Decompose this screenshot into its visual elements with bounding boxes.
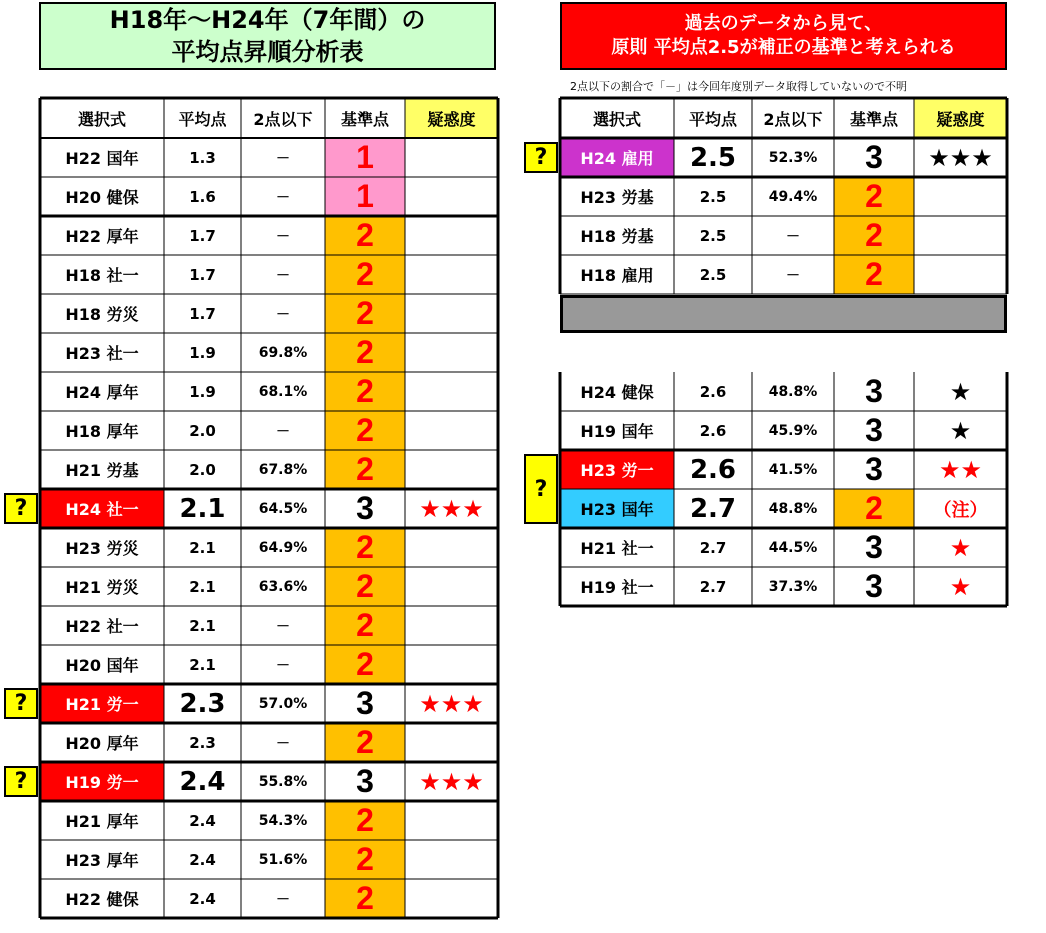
left-row-avg: 2.1	[189, 577, 216, 596]
left-row-rating	[405, 372, 498, 411]
left-row-pct: －	[276, 150, 290, 167]
right-row-base: 3	[834, 138, 914, 177]
left-row-base: 2	[325, 801, 405, 840]
left-row-rating: ★★★	[419, 494, 484, 523]
left-row-base: 2	[325, 645, 405, 684]
left-row-avg: 1.3	[189, 148, 216, 167]
right-row-rating	[914, 216, 1007, 255]
left-row-base: 2	[325, 411, 405, 450]
left-row-avg: 2.4	[189, 811, 216, 830]
left-question-mark: ?	[4, 688, 38, 719]
right-row-avg: 2.7	[699, 577, 727, 596]
right-row-rating: （注）	[933, 499, 988, 521]
left-row-base: 2	[325, 255, 405, 294]
left-row-name: H22 社一	[65, 617, 139, 636]
right-row-base: 2	[834, 177, 914, 216]
right-header-1: 平均点	[688, 109, 737, 129]
left-row-name: H20 厚年	[65, 734, 139, 753]
left-row-pct: 63.6%	[258, 578, 308, 595]
left-row-rating	[405, 606, 498, 645]
left-row-base: 2	[325, 450, 405, 489]
right-row-rating: ★★★	[928, 143, 993, 172]
left-row-base: 1	[325, 177, 405, 216]
left-row-base: 2	[325, 879, 405, 918]
left-row-rating	[405, 294, 498, 333]
left-header-0: 選択式	[77, 109, 126, 129]
right-row-name: H23 労一	[560, 450, 674, 489]
right-row-avg: 2.7	[699, 538, 727, 557]
left-row-name: H23 厚年	[65, 851, 139, 870]
right-title-line2: 原則 平均点2.5が補正の基準と考えられる	[611, 37, 956, 58]
right-header-2: 2点以下	[763, 109, 823, 129]
right-row-name: H19 社一	[580, 578, 654, 597]
right-row-avg: 2.5	[699, 226, 727, 245]
right-row-name: H23 労基	[580, 188, 654, 207]
left-row-name: H24 厚年	[65, 383, 139, 402]
left-row-base: 2	[325, 567, 405, 606]
left-row-pct: 57.0%	[258, 695, 308, 712]
right-row-name: H18 労基	[580, 227, 654, 246]
right-row-avg: 2.5	[699, 187, 727, 206]
left-row-avg: 2.4	[189, 889, 216, 908]
left-row-base: 3	[325, 762, 405, 801]
left-row-name: H22 厚年	[65, 227, 139, 246]
left-row-rating: ★★★	[419, 767, 484, 796]
right-title	[560, 2, 1007, 70]
left-row-name: H19 労一	[40, 762, 164, 801]
left-row-rating	[405, 879, 498, 918]
left-row-rating	[405, 411, 498, 450]
left-row-pct: －	[276, 267, 290, 284]
right-row-rating: ★★	[938, 455, 983, 484]
left-row-name: H20 健保	[65, 188, 139, 207]
separator-bar	[560, 295, 1007, 333]
left-row-base: 2	[325, 372, 405, 411]
right-header-3: 基準点	[849, 109, 898, 129]
right-row-avg: 2.6	[689, 454, 737, 485]
left-question-mark: ?	[4, 493, 38, 524]
right-row-avg: 2.6	[699, 421, 727, 440]
right-row-base: 3	[834, 372, 914, 411]
right-header-4: 疑惑度	[914, 98, 1007, 138]
left-row-pct: 64.9%	[258, 539, 308, 556]
left-row-base: 2	[325, 294, 405, 333]
right-question-mark: ?	[524, 454, 558, 524]
left-row-name: H23 社一	[65, 344, 139, 363]
left-row-pct: －	[276, 735, 290, 752]
left-row-pct: －	[276, 306, 290, 323]
right-row-base: 3	[834, 567, 914, 606]
left-row-avg: 2.0	[189, 460, 216, 479]
left-row-name: H21 労基	[65, 461, 139, 480]
left-header-1: 平均点	[178, 109, 227, 129]
left-header-2: 2点以下	[253, 109, 313, 129]
left-row-pct: －	[276, 423, 290, 440]
left-row-rating	[405, 567, 498, 606]
left-row-avg: 1.6	[189, 187, 216, 206]
left-row-pct: －	[276, 657, 290, 674]
left-question-mark: ?	[4, 766, 38, 797]
left-row-pct: 51.6%	[258, 851, 308, 868]
right-row-base: 2	[834, 489, 914, 528]
right-row-pct: 44.5%	[768, 539, 818, 556]
left-row-pct: 68.1%	[258, 383, 308, 400]
right-row-pct: 52.3%	[768, 149, 818, 166]
right-question-mark: ?	[524, 142, 558, 173]
left-row-rating	[405, 723, 498, 762]
left-row-name: H18 厚年	[65, 422, 139, 441]
left-row-pct: －	[276, 228, 290, 245]
left-header-3: 基準点	[340, 109, 389, 129]
left-header-4: 疑惑度	[405, 98, 498, 138]
right-row-name: H18 雇用	[580, 266, 654, 285]
right-row-base: 3	[834, 528, 914, 567]
left-row-rating	[405, 801, 498, 840]
right-row-pct: －	[786, 267, 800, 284]
right-row-base: 2	[834, 255, 914, 294]
left-row-name: H18 社一	[65, 266, 139, 285]
left-row-avg: 2.3	[179, 688, 226, 719]
left-row-rating	[405, 255, 498, 294]
right-row-rating: ★	[949, 416, 972, 445]
left-row-avg: 2.0	[189, 421, 216, 440]
left-row-name: H18 労災	[65, 305, 139, 324]
left-row-pct: 55.8%	[258, 773, 308, 790]
left-title-line2: 平均点昇順分析表	[171, 38, 364, 66]
left-row-name: H24 社一	[40, 489, 164, 528]
left-row-pct: 64.5%	[258, 500, 308, 517]
right-row-rating: ★	[949, 377, 972, 406]
right-row-pct: 45.9%	[768, 422, 818, 439]
left-row-base: 1	[325, 138, 405, 177]
right-row-avg: 2.5	[689, 142, 737, 173]
right-row-pct: 37.3%	[768, 578, 818, 595]
left-row-pct: －	[276, 891, 290, 908]
left-row-pct: 69.8%	[258, 344, 308, 361]
right-row-name: H24 雇用	[560, 138, 674, 177]
left-row-avg: 2.1	[189, 655, 216, 674]
left-row-name: H21 労災	[65, 578, 139, 597]
left-row-base: 2	[325, 840, 405, 879]
left-row-name: H21 労一	[40, 684, 164, 723]
left-row-rating	[405, 333, 498, 372]
data-note: 2点以下の割合で「－」は今回年度別データ取得していないので不明	[570, 80, 907, 93]
left-row-name: H22 健保	[65, 890, 139, 909]
left-row-rating	[405, 840, 498, 879]
left-row-rating	[405, 216, 498, 255]
right-row-name: H19 国年	[580, 422, 654, 441]
right-row-pct: 48.8%	[768, 500, 818, 517]
left-row-avg: 2.4	[179, 766, 226, 797]
left-row-rating	[405, 138, 498, 177]
right-row-rating: ★	[949, 572, 972, 601]
left-row-pct: 67.8%	[258, 461, 308, 478]
left-row-rating	[405, 450, 498, 489]
left-title	[39, 2, 496, 70]
left-row-base: 2	[325, 528, 405, 567]
right-row-name: H24 健保	[580, 383, 654, 402]
left-title-line1: H18年～H24年（7年間）の	[109, 6, 426, 34]
right-row-avg: 2.7	[689, 493, 737, 524]
right-row-rating: ★	[949, 533, 972, 562]
left-row-avg: 2.3	[189, 733, 216, 752]
left-row-avg: 2.1	[189, 616, 216, 635]
right-row-avg: 2.6	[699, 382, 727, 401]
left-row-name: H20 国年	[65, 656, 139, 675]
left-row-pct: －	[276, 618, 290, 635]
right-row-rating	[914, 177, 1007, 216]
left-row-base: 2	[325, 333, 405, 372]
left-row-name: H22 国年	[65, 149, 139, 168]
left-row-rating: ★★★	[419, 689, 484, 718]
left-row-rating	[405, 177, 498, 216]
left-row-avg: 2.1	[189, 538, 216, 557]
left-row-name: H23 労災	[65, 539, 139, 558]
left-row-avg: 2.4	[189, 850, 216, 869]
left-row-avg: 1.7	[189, 226, 216, 245]
left-row-rating	[405, 645, 498, 684]
left-row-name: H21 厚年	[65, 812, 139, 831]
right-row-rating	[914, 255, 1007, 294]
left-row-avg: 1.9	[189, 382, 216, 401]
left-row-rating	[405, 528, 498, 567]
left-row-avg: 2.1	[179, 493, 226, 524]
right-row-base: 3	[834, 450, 914, 489]
right-row-pct: 41.5%	[768, 461, 818, 478]
right-header-0: 選択式	[592, 109, 641, 129]
left-row-base: 3	[325, 684, 405, 723]
left-row-base: 3	[325, 489, 405, 528]
right-row-base: 3	[834, 411, 914, 450]
left-row-base: 2	[325, 723, 405, 762]
right-row-base: 2	[834, 216, 914, 255]
left-row-avg: 1.7	[189, 265, 216, 284]
right-row-name: H23 国年	[560, 489, 674, 528]
left-row-avg: 1.7	[189, 304, 216, 323]
left-row-base: 2	[325, 606, 405, 645]
left-row-pct: 54.3%	[258, 812, 308, 829]
right-title-line1: 過去のデータから見て、	[684, 13, 883, 34]
right-row-avg: 2.5	[699, 265, 727, 284]
right-row-name: H21 社一	[580, 539, 654, 558]
right-row-pct: 48.8%	[768, 383, 818, 400]
right-row-pct: 49.4%	[768, 188, 818, 205]
right-row-pct: －	[786, 228, 800, 245]
left-row-pct: －	[276, 189, 290, 206]
left-row-avg: 1.9	[189, 343, 216, 362]
left-row-base: 2	[325, 216, 405, 255]
